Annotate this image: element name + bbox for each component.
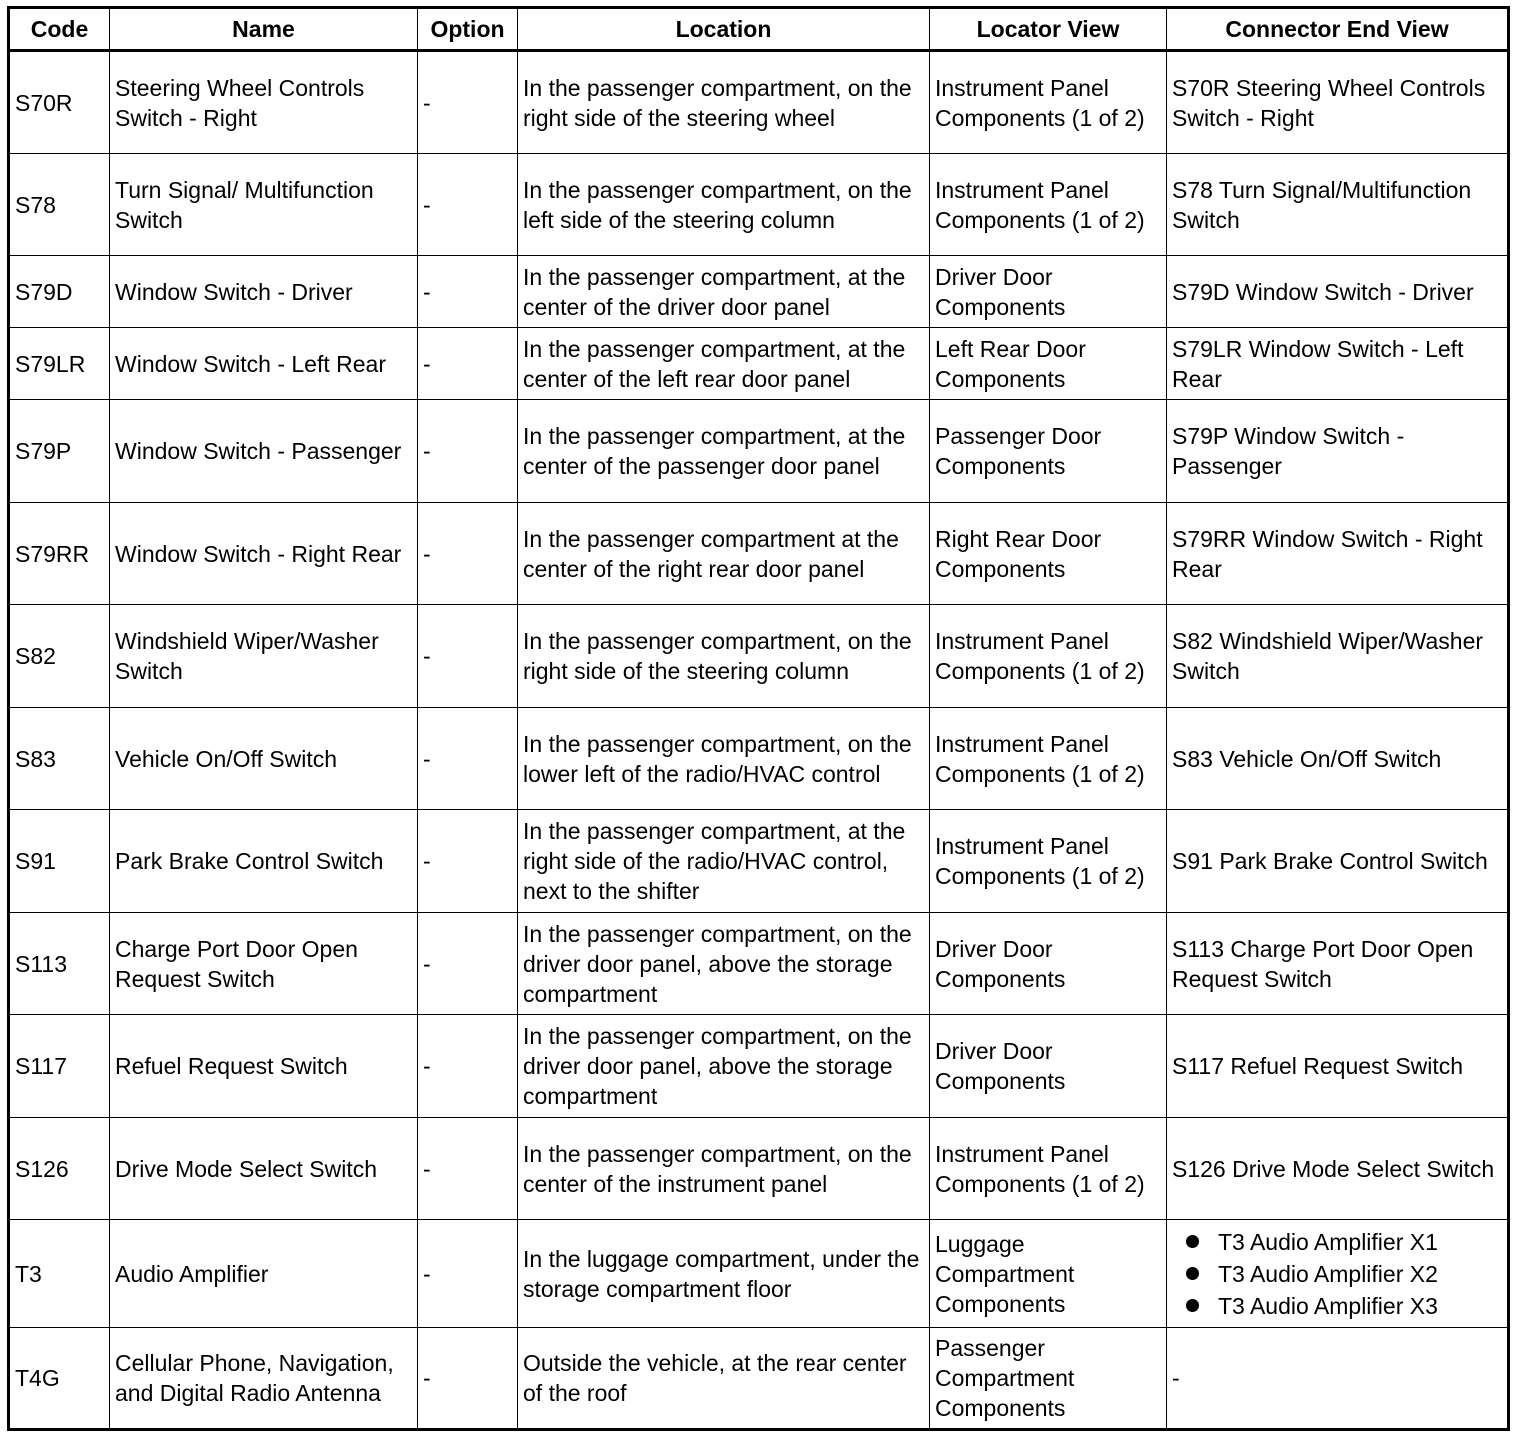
connector-end-view-cell: S83 Vehicle On/Off Switch — [1167, 708, 1509, 810]
name-cell: Window Switch - Left Rear — [110, 328, 418, 400]
option-cell: - — [418, 1118, 518, 1220]
locator-view-cell: Driver Door Components — [930, 256, 1167, 328]
header-row — [9, 8, 1509, 51]
location-cell: In the passenger compartment, at the right side of the radio/HVAC control, next to the shifter — [518, 810, 930, 913]
connector-end-view-cell: S91 Park Brake Control Switch — [1167, 810, 1509, 913]
table-row — [9, 1015, 1509, 1118]
connector-end-view-cell: S82 Windshield Wiper/Washer Switch — [1167, 605, 1509, 708]
bullet-icon — [1186, 1235, 1199, 1248]
table-row — [9, 810, 1509, 913]
locator-view-cell: Left Rear Door Components — [930, 328, 1167, 400]
table-row — [9, 708, 1509, 810]
option-cell: - — [418, 810, 518, 913]
connector-list-item — [1186, 1290, 1502, 1322]
header-location: Location — [518, 8, 930, 51]
name-cell: Drive Mode Select Switch — [110, 1118, 418, 1220]
option-cell: - — [418, 328, 518, 400]
code-cell: S82 — [9, 605, 110, 708]
location-cell: In the passenger compartment, on the driver door panel, above the storage compartment — [518, 1015, 930, 1118]
connector-list-item-label: T3 Audio Amplifier X3 — [1218, 1292, 1438, 1319]
connector-list-item — [1186, 1226, 1502, 1258]
code-cell: S79P — [9, 400, 110, 503]
locator-view-cell: Instrument Panel Components (1 of 2) — [930, 51, 1167, 154]
table-row — [9, 913, 1509, 1015]
header-code: Code — [9, 8, 110, 51]
component-locator-table — [7, 6, 1510, 1431]
location-cell: In the passenger compartment, on the right side of the steering column — [518, 605, 930, 708]
code-cell: S91 — [9, 810, 110, 913]
locator-view-cell: Driver Door Components — [930, 1015, 1167, 1118]
header-connector-end-view: Connector End View — [1167, 8, 1509, 51]
option-cell: - — [418, 400, 518, 503]
name-cell: Park Brake Control Switch — [110, 810, 418, 913]
connector-end-view-cell: S117 Refuel Request Switch — [1167, 1015, 1509, 1118]
table-row — [9, 51, 1509, 154]
connector-end-view-cell: S79LR Window Switch - Left Rear — [1167, 328, 1509, 400]
code-cell: S79D — [9, 256, 110, 328]
location-cell: In the luggage compartment, under the storage compartment floor — [518, 1220, 930, 1328]
table-body — [9, 51, 1509, 1430]
connector-end-view-cell: S79RR Window Switch - Right Rear — [1167, 503, 1509, 605]
locator-view-cell: Passenger Compartment Components — [930, 1328, 1167, 1430]
locator-view-cell: Instrument Panel Components (1 of 2) — [930, 605, 1167, 708]
connector-end-view-cell: S79P Window Switch - Passenger — [1167, 400, 1509, 503]
bullet-icon — [1186, 1267, 1199, 1280]
code-cell: S83 — [9, 708, 110, 810]
header-locator-view: Locator View — [930, 8, 1167, 51]
code-cell: S79LR — [9, 328, 110, 400]
location-cell: In the passenger compartment, at the center of the driver door panel — [518, 256, 930, 328]
name-cell: Window Switch - Driver — [110, 256, 418, 328]
code-cell: S113 — [9, 913, 110, 1015]
table-row — [9, 154, 1509, 256]
option-cell: - — [418, 913, 518, 1015]
location-cell: In the passenger compartment, on the center of the instrument panel — [518, 1118, 930, 1220]
location-cell: Outside the vehicle, at the rear center of the roof — [518, 1328, 930, 1430]
location-cell: In the passenger compartment, at the center of the passenger door panel — [518, 400, 930, 503]
option-cell: - — [418, 1220, 518, 1328]
code-cell: S78 — [9, 154, 110, 256]
connector-end-view-cell: S78 Turn Signal/Multifunction Switch — [1167, 154, 1509, 256]
table-header — [9, 8, 1509, 51]
location-cell: In the passenger compartment, at the center of the left rear door panel — [518, 328, 930, 400]
name-cell: Audio Amplifier — [110, 1220, 418, 1328]
table-row — [9, 328, 1509, 400]
option-cell: - — [418, 154, 518, 256]
locator-view-cell: Instrument Panel Components (1 of 2) — [930, 1118, 1167, 1220]
location-cell: In the passenger compartment, on the lower left of the radio/HVAC control — [518, 708, 930, 810]
name-cell: Windshield Wiper/Washer Switch — [110, 605, 418, 708]
connector-end-view-cell — [1167, 1220, 1509, 1328]
name-cell: Charge Port Door Open Request Switch — [110, 913, 418, 1015]
table-row — [9, 400, 1509, 503]
option-cell: - — [418, 605, 518, 708]
name-cell: Window Switch - Right Rear — [110, 503, 418, 605]
option-cell: - — [418, 503, 518, 605]
name-cell: Vehicle On/Off Switch — [110, 708, 418, 810]
table-row — [9, 503, 1509, 605]
option-cell: - — [418, 1328, 518, 1430]
locator-view-cell: Passenger Door Components — [930, 400, 1167, 503]
name-cell: Steering Wheel Controls Switch - Right — [110, 51, 418, 154]
location-cell: In the passenger compartment, on the right side of the steering wheel — [518, 51, 930, 154]
location-cell: In the passenger compartment, on the driver door panel, above the storage compartment — [518, 913, 930, 1015]
table-row — [9, 1328, 1509, 1430]
connector-end-view-cell: - — [1167, 1328, 1509, 1430]
component-locator-table-container — [7, 6, 1507, 1431]
locator-view-cell: Instrument Panel Components (1 of 2) — [930, 708, 1167, 810]
location-cell: In the passenger compartment, on the left side of the steering column — [518, 154, 930, 256]
header-option: Option — [418, 8, 518, 51]
connector-list — [1172, 1226, 1502, 1322]
locator-view-cell: Driver Door Components — [930, 913, 1167, 1015]
connector-end-view-cell: S113 Charge Port Door Open Request Switch — [1167, 913, 1509, 1015]
connector-end-view-cell: S70R Steering Wheel Controls Switch - Right — [1167, 51, 1509, 154]
locator-view-cell: Luggage Compartment Components — [930, 1220, 1167, 1328]
name-cell: Cellular Phone, Navigation, and Digital Radio Antenna — [110, 1328, 418, 1430]
connector-end-view-cell: S126 Drive Mode Select Switch — [1167, 1118, 1509, 1220]
connector-list-item-label: T3 Audio Amplifier X1 — [1218, 1228, 1438, 1255]
code-cell: T3 — [9, 1220, 110, 1328]
table-row — [9, 605, 1509, 708]
header-name: Name — [110, 8, 418, 51]
code-cell: S79RR — [9, 503, 110, 605]
option-cell: - — [418, 256, 518, 328]
name-cell: Refuel Request Switch — [110, 1015, 418, 1118]
code-cell: S126 — [9, 1118, 110, 1220]
option-cell: - — [418, 708, 518, 810]
locator-view-cell: Instrument Panel Components (1 of 2) — [930, 154, 1167, 256]
connector-list-item-label: T3 Audio Amplifier X2 — [1218, 1260, 1438, 1287]
location-cell: In the passenger compartment at the center of the right rear door panel — [518, 503, 930, 605]
option-cell: - — [418, 1015, 518, 1118]
connector-list-item — [1186, 1258, 1502, 1290]
locator-view-cell: Instrument Panel Components (1 of 2) — [930, 810, 1167, 913]
connector-end-view-cell: S79D Window Switch - Driver — [1167, 256, 1509, 328]
table-row — [9, 1118, 1509, 1220]
table-row — [9, 1220, 1509, 1328]
code-cell: S117 — [9, 1015, 110, 1118]
name-cell: Turn Signal/ Multifunction Switch — [110, 154, 418, 256]
table-row — [9, 256, 1509, 328]
code-cell: S70R — [9, 51, 110, 154]
code-cell: T4G — [9, 1328, 110, 1430]
bullet-icon — [1186, 1299, 1199, 1312]
locator-view-cell: Right Rear Door Components — [930, 503, 1167, 605]
option-cell: - — [418, 51, 518, 154]
name-cell: Window Switch - Passenger — [110, 400, 418, 503]
